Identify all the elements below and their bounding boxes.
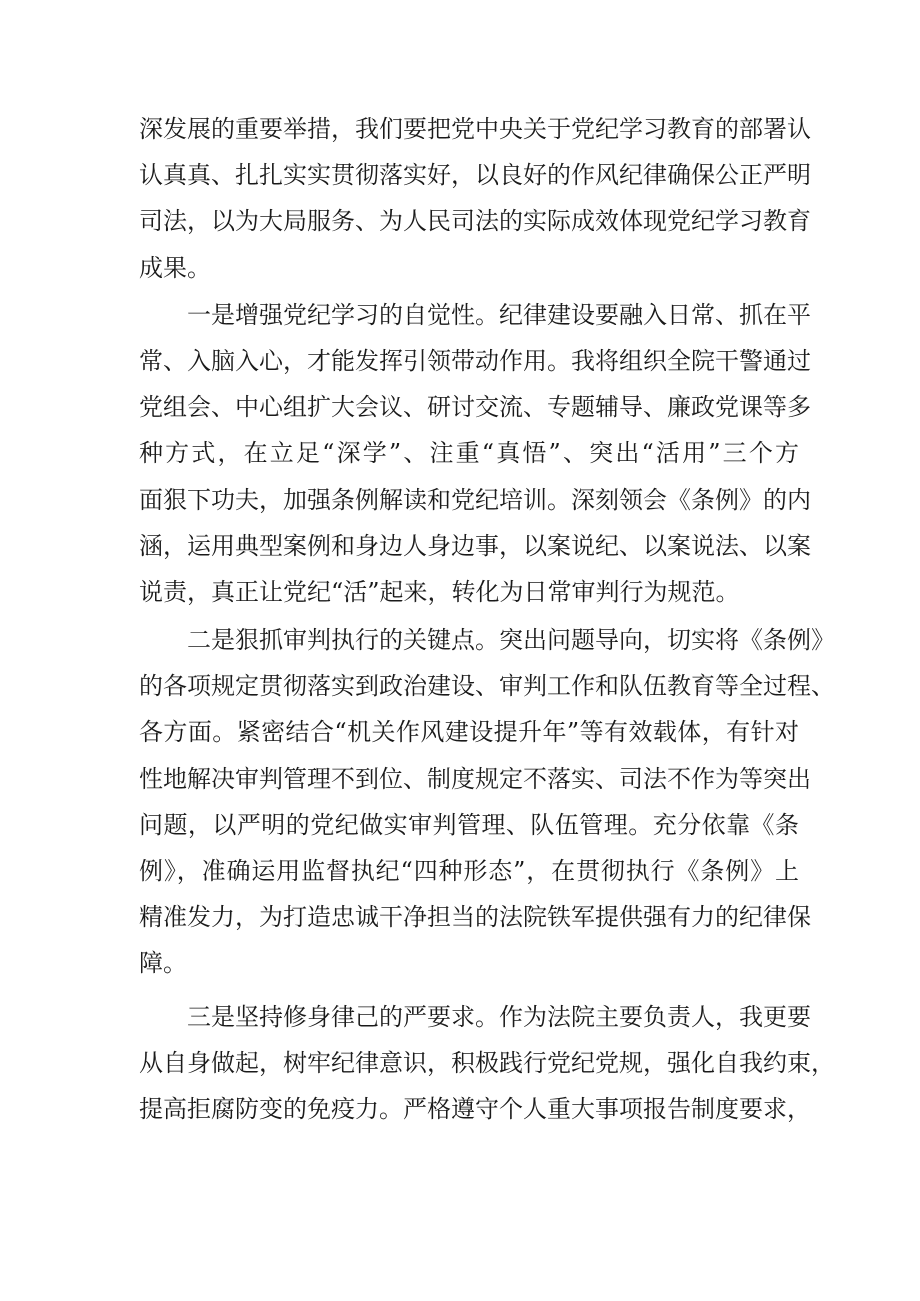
text-line: 司法，以为大局服务、为人民司法的实际成效体现党纪学习教育 <box>139 207 811 236</box>
text-line: 党组会、中心组扩大会议、研讨交流、专题辅导、廉政党课等多 <box>139 393 811 422</box>
text-line: 提高拒腐防变的免疫力。严格遵守个人重大事项报告制度要求， <box>139 1094 811 1123</box>
text-line: 障。 <box>139 949 187 978</box>
paragraph-point-one <box>139 292 811 615</box>
text-line: 说责，真正让党纪“活”起来，转化为日常审判行为规范。 <box>139 577 740 606</box>
paragraph-intro-continuation <box>139 106 811 291</box>
paragraph-point-two <box>139 617 835 987</box>
text-line: 性地解决审判管理不到位、制度规定不落实、司法不作为等突出 <box>139 764 811 793</box>
text-line: 例》，准确运用监督执纪“四种形态”，在贯彻执行《条例》上 <box>139 857 799 885</box>
text-line: 常、入脑入心，才能发挥引领带动作用。我将组织全院干警通过 <box>139 346 811 375</box>
text-line: 认真真、扎扎实实贯彻落实好，以良好的作风纪律确保公正严明 <box>139 161 811 190</box>
text-line: 一是增强党纪学习的自觉性。纪律建设要融入日常、抓在平 <box>187 300 811 329</box>
document-body <box>139 106 835 1132</box>
text-line: 二是狠抓审判执行的关键点。突出问题导向，切实将《条例》 <box>187 626 835 655</box>
text-line: 从自身做起，树牢纪律意识，积极践行党纪党规，强化自我约束， <box>139 1048 835 1077</box>
text-line: 各方面。紧密结合“机关作风建设提升年”等有效载体，有针对 <box>139 718 799 747</box>
text-line: 面狠下功夫，加强条例解读和党纪培训。深刻领会《条例》的内 <box>139 485 811 514</box>
text-line: 的各项规定贯彻落实到政治建设、审判工作和队伍教育等全过程、 <box>139 672 835 701</box>
text-line: 深发展的重要举措，我们要把党中央关于党纪学习教育的部署认 <box>139 115 811 143</box>
text-line: 成果。 <box>139 253 211 282</box>
text-line: 问题，以严明的党纪做实审判管理、队伍管理。充分依靠《条 <box>139 810 799 839</box>
text-line: 涵，运用典型案例和身边人身边事，以案说纪、以案说法、以案 <box>139 531 811 560</box>
paragraph-point-three <box>139 994 835 1133</box>
text-line: 种方式，在立足“深学”、注重“真悟”、突出“活用”三个方 <box>139 439 799 468</box>
text-line: 精准发力，为打造忠诚干净担当的法院铁军提供强有力的纪律保 <box>139 903 811 932</box>
text-line: 三是坚持修身律己的严要求。作为法院主要负责人，我更要 <box>187 1002 811 1031</box>
